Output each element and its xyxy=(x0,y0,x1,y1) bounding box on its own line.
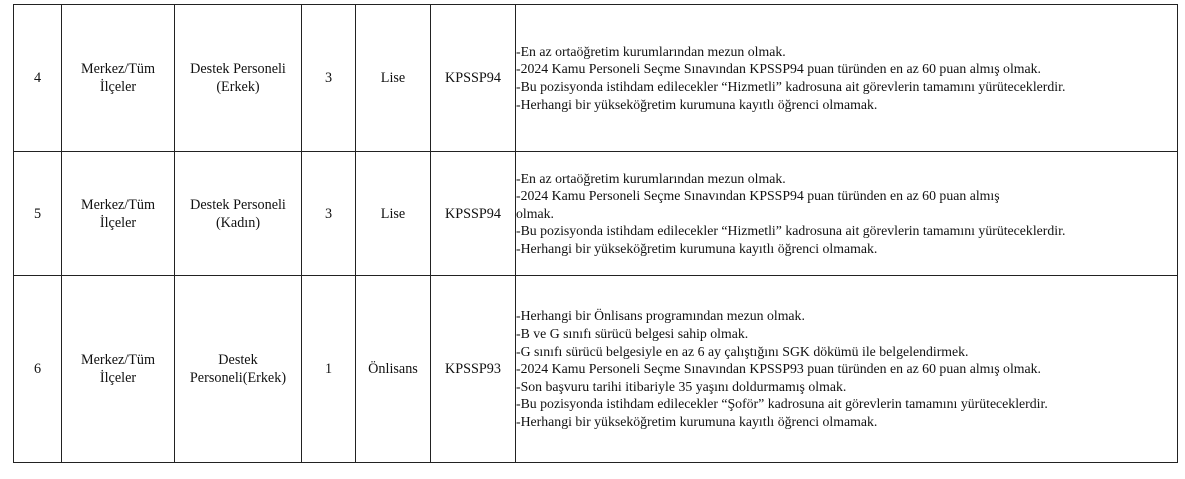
table-row xyxy=(14,152,1178,276)
requirement-line: -Herhangi bir yükseköğretim kurumuna kayıtlı öğrenci olmamak. xyxy=(516,240,878,256)
location-line: Merkez/Tüm xyxy=(80,196,156,213)
education-level: Önlisans xyxy=(356,276,431,463)
location-line: Merkez/Tüm xyxy=(80,352,156,368)
requirement-line: -Herhangi bir Önlisans programından mezun olmak. xyxy=(516,308,805,324)
row-number: 4 xyxy=(14,5,62,152)
location-line: İlçeler xyxy=(99,214,137,231)
position-title-cell xyxy=(175,276,302,463)
requirements-cell xyxy=(516,276,1178,463)
score-type: KPSSP93 xyxy=(431,276,516,463)
requirement-line: -G sınıfı sürücü belgesiyle en az 6 ay çalıştığını SGK dökümü ile belgelendirmek. xyxy=(516,343,969,359)
row-number: 5 xyxy=(14,152,62,276)
position-title-line: Destek Personeli xyxy=(190,61,286,77)
location-line: İlçeler xyxy=(99,79,137,95)
requirement-line: -2024 Kamu Personeli Seçme Sınavından KPSSP94 puan türünden en az 60 puan almış olmak. xyxy=(516,188,1000,221)
education-level: Lise xyxy=(356,5,431,152)
education-level: Lise xyxy=(356,152,431,276)
position-title-line: Destek Personeli xyxy=(190,196,286,213)
position-title-line: Personeli(Erkek) xyxy=(189,370,287,386)
score-type: KPSSP94 xyxy=(431,5,516,152)
requirement-line: -Bu pozisyonda istihdam edilecekler “Hizmetli” kadrosuna ait görevlerin tamamını yürüteceklerdir. xyxy=(516,79,1066,94)
location-line: İlçeler xyxy=(99,370,137,386)
position-count: 3 xyxy=(302,5,356,152)
position-count: 1 xyxy=(302,276,356,463)
requirement-line: -Bu pozisyonda istihdam edilecekler “Şoför” kadrosuna ait görevlerin tamamını yürüteceklerdir. xyxy=(516,396,1048,412)
score-type: KPSSP94 xyxy=(431,152,516,276)
position-title-cell xyxy=(175,152,302,276)
location-line: Merkez/Tüm xyxy=(80,61,156,77)
positions-table xyxy=(13,4,1178,463)
requirement-line: -Son başvuru tarihi itibariyle 35 yaşını doldurmamış olmak. xyxy=(516,378,847,394)
position-title-line: Destek xyxy=(218,352,258,368)
position-title-line: (Erkek) xyxy=(216,79,260,95)
requirement-line: -2024 Kamu Personeli Seçme Sınavından KPSSP93 puan türünden en az 60 puan almış olmak. xyxy=(516,361,1041,377)
requirement-line: -En az ortaöğretim kurumlarından mezun olmak. xyxy=(516,43,786,59)
requirements-cell xyxy=(516,152,1178,276)
location-cell xyxy=(62,276,175,463)
location-cell xyxy=(62,5,175,152)
row-number: 6 xyxy=(14,276,62,463)
table-row xyxy=(14,5,1178,152)
requirement-line: -2024 Kamu Personeli Seçme Sınavından KPSSP94 puan türünden en az 60 puan almış olmak. xyxy=(516,61,1041,77)
position-count: 3 xyxy=(302,152,356,276)
position-title-cell xyxy=(175,5,302,152)
requirement-line: -Bu pozisyonda istihdam edilecekler “Hizmetli” kadrosuna ait görevlerin tamamını yürüteceklerdir. xyxy=(516,223,1066,239)
requirement-line: -En az ortaöğretim kurumlarından mezun olmak. xyxy=(516,170,786,186)
location-cell xyxy=(62,152,175,276)
requirement-line: -Herhangi bir yükseköğretim kurumuna kayıtlı öğrenci olmamak. xyxy=(516,96,878,112)
position-title-line: (Kadın) xyxy=(215,214,261,231)
requirements-cell xyxy=(516,5,1178,152)
table-row xyxy=(14,276,1178,463)
requirement-line: -Herhangi bir yükseköğretim kurumuna kayıtlı öğrenci olmamak. xyxy=(516,413,878,429)
requirement-line: -B ve G sınıfı sürücü belgesi sahip olmak. xyxy=(516,326,749,342)
